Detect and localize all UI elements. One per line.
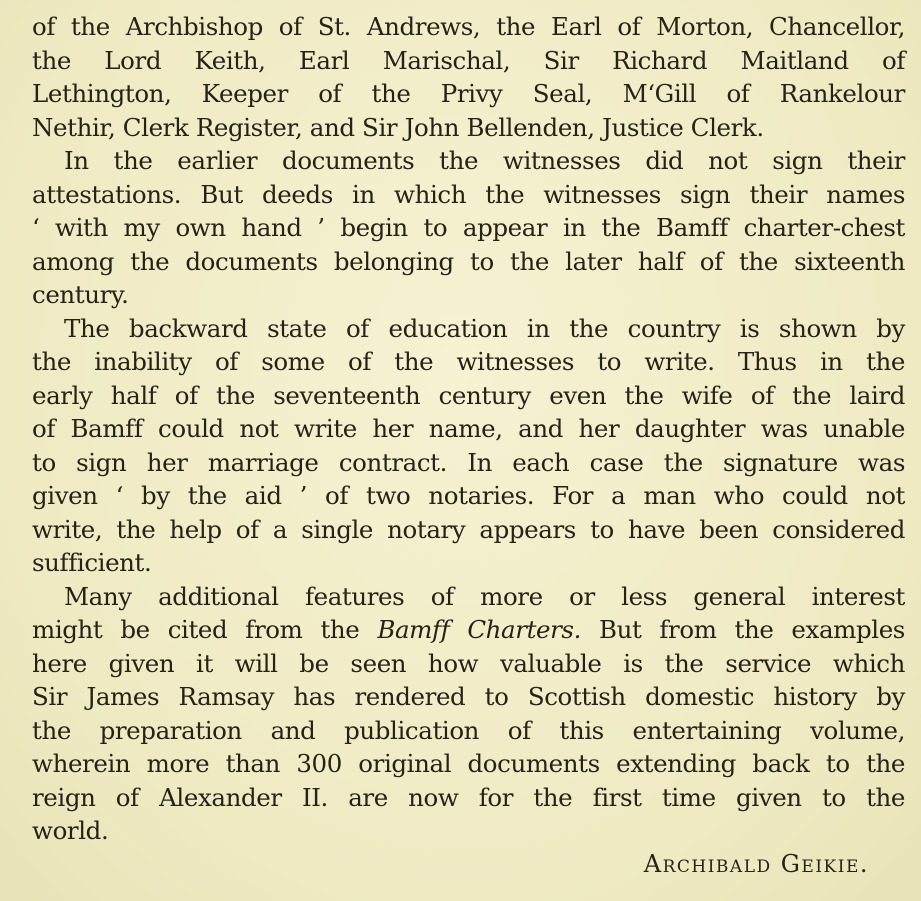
text-run: But from the examples [580, 615, 905, 644]
text-line: Nethir, Clerk Register, and Sir John Bellenden, Justice Clerk. [32, 112, 764, 142]
text-line: attestations. But deeds in which the witnesses sign their names [32, 179, 905, 209]
text-line: century. [32, 280, 129, 309]
text-line: Many additional features of more or less general interest [64, 581, 905, 611]
text-line: among the documents belonging to the later half of the sixteenth [32, 246, 905, 276]
text-line: wherein more than 300 original documents extending back to the [32, 749, 905, 778]
text-line: reign of Alexander II. are now for the first time given to the [32, 782, 905, 812]
paragraph-conclusion [32, 580, 905, 848]
text-line: of Bamff could not write her name, and her daughter was unable [32, 414, 905, 443]
text-line: the inability of some of the witnesses to write. Thus in the [32, 347, 905, 376]
paragraph-witnesses [32, 144, 905, 312]
text-line: the Lord Keith, Earl Marischal, Sir Richard Maitland of [32, 45, 905, 75]
text-line: given ‘ by the aid ’ of two notaries. For a man who could not [32, 481, 905, 510]
text-line: ‘ with my own hand ’ begin to appear in the Bamff charter-chest [32, 213, 905, 242]
text-line: of the Archbishop of St. Andrews, the Earl of Morton, Chancellor, [32, 12, 905, 41]
text-line: world. [32, 816, 109, 845]
text-line: here given it will be seen how valuable is the service which [32, 648, 905, 678]
text-line: the preparation and publication of this entertaining volume, [32, 715, 905, 745]
text-line: Lethington, Keeper of the Privy Seal, M‘Gill of Rankelour [32, 79, 905, 108]
text-run: might be cited from the [32, 615, 378, 644]
text-line: early half of the seventeenth century even the wife of the laird [32, 380, 905, 410]
text-line: The backward state of education in the country is shown by [64, 313, 905, 343]
author-signature: Archibald Geikie. [643, 850, 869, 878]
text-line: sufficient. [32, 548, 152, 577]
text-line: write, the help of a single notary appears to have been considered [32, 514, 905, 544]
paragraph-continuation [32, 10, 905, 144]
text-line: In the earlier documents the witnesses did not sign their [64, 146, 905, 175]
text-line: Sir James Ramsay has rendered to Scottish domestic history by [32, 682, 905, 711]
text-line: to sign her marriage contract. In each case the signature was [32, 447, 905, 477]
text-line [32, 613, 905, 647]
book-title: Bamff Charters. [377, 615, 581, 644]
paragraph-education [32, 312, 905, 580]
